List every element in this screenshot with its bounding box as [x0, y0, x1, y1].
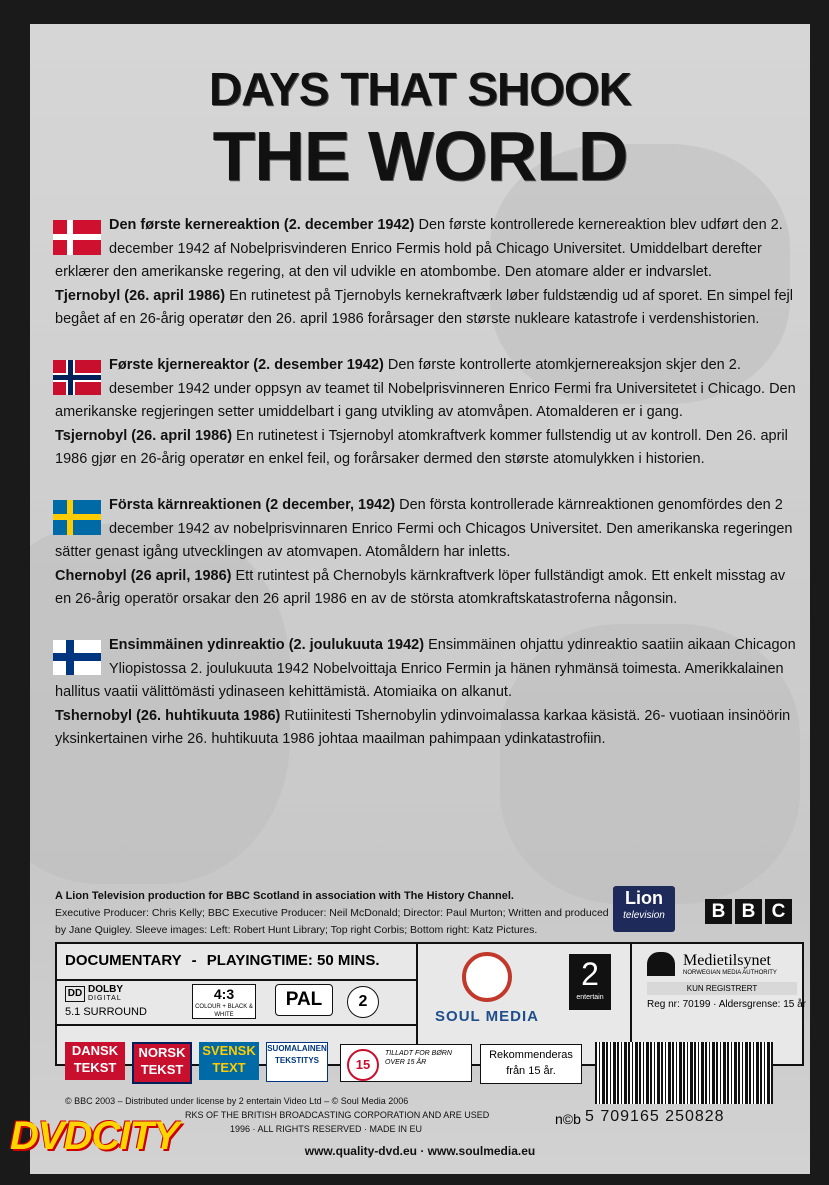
registration-number: Reg nr: 70199 · Aldersgrense: 15 år	[647, 999, 806, 1010]
section-body: Ensimmäinen ohjattu ydinreaktio saatiin aikaan Chicagon Yliopistossa 2. joulukuuta 1942 Nobelvoittaja Enrico Fermin ja hänen ryhmänsä toimesta. Amerikkalainen hallitus vaatii välittömästi ydinaseen kehittämistä. Atomiaika on alkanut.	[55, 637, 796, 700]
digital-text: DIGITAL	[88, 995, 122, 1002]
section-norwegian	[55, 354, 797, 472]
legal-line-3: 1996 · ALL RIGHTS RESERVED · MADE IN EU	[230, 1124, 423, 1134]
dvdcity-watermark: DVDCITY	[10, 1114, 179, 1158]
surround-text: 5.1 SURROUND	[65, 1006, 147, 1018]
section-heading: Tjernobyl (26. april 1986)	[55, 287, 226, 304]
finnish-flag-icon	[53, 640, 101, 675]
danish-flag-icon	[53, 220, 101, 255]
section-heading: Tsjernobyl (26. april 1986)	[55, 427, 233, 444]
registered-label: KUN REGISTRERT	[647, 982, 797, 995]
dolby-logo: DD DOLBY DIGITAL 5.1 SURROUND	[65, 984, 147, 1018]
region-code-icon: 2	[347, 986, 379, 1018]
lion-logo-subtext: television	[623, 910, 665, 921]
aspect-ratio-box	[192, 984, 256, 1019]
credits-line-2: Executive Producer: Chris Kelly; BBC Executive Producer: Neil McDonald; Director: Paul Murton; Written and produced by Jane Quigley. Sleeve images: Left: Robert Hunt Library; Top right Corbis; Bottom right: Katz Pictures.	[55, 907, 609, 936]
danish-subtitle-badge: DANSK TEKST	[65, 1042, 125, 1080]
genre-label: DOCUMENTARY	[65, 952, 182, 969]
norwegian-flag-icon	[53, 360, 101, 395]
section-body: Den første kontrollerte atomkjernereaksjon skjer den 2. desember 1942 under oppsyn av teamet til Nobelprisvinneren Enrico Fermi fra Universitetet i Chicago. Den amerikanske regjeringen setter umiddelbart i gang utvikling av atomvåpen. Atomalderen er i gang.	[55, 357, 796, 420]
medietilsynet-subtext: NORWEGIAN MEDIA AUTHORITY	[683, 970, 777, 976]
soul-media-text: SOUL MEDIA	[435, 1008, 539, 1025]
section-heading: Den første kernereaktion (2. december 1942)	[109, 217, 415, 233]
age-15-icon: 15	[347, 1049, 379, 1081]
color-text: COLOUR + BLACK & WHITE	[195, 1004, 253, 1018]
playing-time: PLAYINGTIME: 50 MINS.	[206, 952, 380, 969]
two-entertain-logo	[569, 954, 611, 1010]
section-body: Ett rutintest på Chernobyls kärnkraftverk löper fullständigt amok. Ett enkelt misstag av en 26-årig operatör orsakar den 26 april 1986 en av de största atomkraftskatastroferna någonsin.	[55, 567, 786, 607]
production-credits	[55, 888, 615, 939]
section-body: Den första kontrollerade kärnreaktionen genomfördes den 2 december 1942 av nobelprisvinnaren Enrico Fermi och Chicagos Universitet. Den amerikanska regeringen sätter genast igång utvecklingen av atomvapen. Atomåldern har inletts.	[55, 497, 793, 560]
barcode-icon	[595, 1042, 773, 1104]
section-heading: Første kjernereaktor (2. desember 1942)	[109, 357, 384, 373]
legal-line-1: © BBC 2003 – Distributed under license by 2 entertain Video Ltd – © Soul Media 2006	[65, 1096, 409, 1106]
two-entertain-subtext: entertain	[576, 994, 604, 1001]
legal-line-2: RKS OF THE BRITISH BROADCASTING CORPORATION AND ARE USED	[185, 1110, 490, 1120]
barcode-number: 5 709165 250828	[585, 1108, 725, 1125]
section-danish	[55, 214, 797, 332]
section-body: Rutiinitesti Tshernobylin ydinvoimalassa karkaa käsistä. 26- vuotiaan insinöörin yksinkertainen virhe 26. huhtikuuta 1986 johtaa maailman pahimpaan ydinkatastrofiin.	[55, 707, 791, 747]
tilladt-text: TILLADT FOR BØRN OVER 15 ÅR	[385, 1050, 452, 1066]
footer-urls: www.quality-dvd.eu · www.soulmedia.eu	[304, 1144, 536, 1158]
separator: -	[191, 952, 197, 969]
medietilsynet-icon	[647, 952, 675, 976]
section-heading: Tshernobyl (26. huhtikuuta 1986)	[55, 707, 281, 724]
lion-logo-text: Lion	[625, 888, 663, 908]
bbc-logo	[705, 899, 795, 924]
swedish-subtitle-badge: SVENSK TEXT	[199, 1042, 259, 1080]
two-entertain-number: 2	[581, 956, 599, 992]
bbc-letter: B	[735, 899, 762, 924]
dolby-text: DOLBY	[88, 984, 123, 995]
medietilsynet-block	[647, 952, 806, 1010]
swedish-flag-icon	[53, 500, 101, 535]
section-heading: Chernobyl (26 april, 1986)	[55, 567, 232, 584]
finnish-subtitle-badge: SUOMALAINEN TEKSTITYS	[266, 1042, 328, 1082]
section-finnish	[55, 634, 797, 752]
ncb-mark: n©b	[555, 1111, 581, 1127]
norwegian-subtitle-badge: NORSK TEKST	[132, 1042, 192, 1084]
rekommenderas-box: Rekommenderas från 15 år.	[480, 1044, 582, 1084]
genre-playtime	[65, 952, 380, 969]
title-line-2: THE WORLD	[212, 117, 628, 195]
bbc-letter: B	[705, 899, 732, 924]
title-line-1: DAYS THAT SHOOK	[208, 63, 632, 115]
section-body: En rutinetest på Tjernobyls kernekraftværk løber fuldstændig ud af sporet. En simpel fejl begået af en 26-årig operatør den 26. april 1986 forårsager den største nukleare katastrofe i verdenshistorien.	[55, 287, 793, 327]
aspect-text: 4:3	[213, 986, 235, 1002]
age-rating-dk	[340, 1044, 472, 1082]
sleeve	[30, 24, 810, 1174]
section-heading: Första kärnreaktionen (2 december, 1942)	[109, 497, 396, 513]
section-heading: Ensimmäinen ydinreaktio (2. joulukuuta 1942)	[109, 637, 425, 653]
pal-box: PAL	[275, 984, 333, 1016]
section-body: En rutinetest i Tsjernobyl atomkraftverk kommer fullstendig ut av kontroll. Den 26. april 1986 gjør en 26-årig operatør en enkel feil, og forårsaker dermed den største atomulykken i historien.	[55, 427, 788, 467]
bbc-letter: C	[765, 899, 792, 924]
medietilsynet-text: Medietilsynet	[683, 952, 771, 969]
section-swedish	[55, 494, 797, 612]
section-body: Den første kontrollerede kernereaktion blev udført den 2. december 1942 af Nobelprisvinderen Enrico Fermis hold på Chicago Universitet. Umiddelbart derefter erklærer den amerikanske regering, at den vil udvikle en atombombe. Den atomare alder er indvarslet.	[55, 217, 783, 280]
credits-line-1: A Lion Television production for BBC Scotland in association with The History Channel.	[55, 890, 514, 902]
lion-television-logo	[613, 886, 675, 932]
soul-media-logo	[422, 952, 552, 1025]
